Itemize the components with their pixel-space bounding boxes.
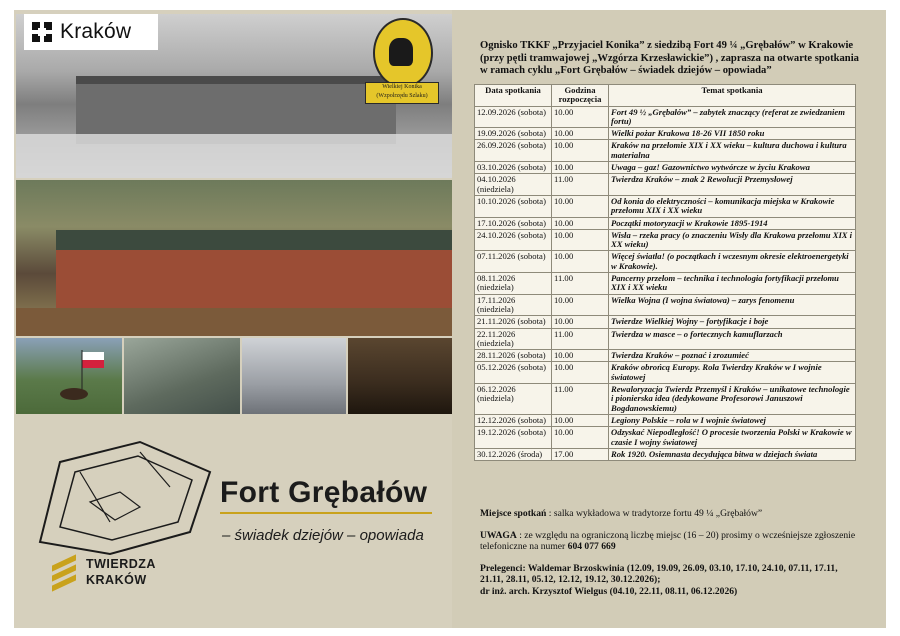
table-row bbox=[475, 106, 856, 128]
schedule-topic-cell: Od konia do elektryczności – komunikacja miejska w Krakowie przełomu XIX i XX wieku bbox=[609, 195, 856, 217]
column-header-topic: Temat spotkania bbox=[609, 85, 856, 107]
column-header-time: Godzina rozpoczęcia bbox=[552, 85, 609, 107]
table-row bbox=[475, 316, 856, 328]
schedule-date-cell: 10.10.2026 (sobota) bbox=[475, 195, 552, 217]
table-row bbox=[475, 162, 856, 174]
schedule-date-cell: 17.10.2026 (sobota) bbox=[475, 217, 552, 229]
schedule-date-cell: 28.11.2026 (sobota) bbox=[475, 350, 552, 362]
table-row bbox=[475, 362, 856, 384]
speakers-line bbox=[480, 563, 860, 598]
schedule-topic-cell: Początki motoryzacji w Krakowie 1895-1914 bbox=[609, 217, 856, 229]
flag-icon bbox=[16, 338, 122, 414]
schedule-topic-cell: Odzyskać Niepodległość! O procesie tworzenia Polski w Krakowie w czasie I wojny światowej bbox=[609, 427, 856, 449]
schedule-time-cell: 11.00 bbox=[552, 384, 609, 415]
schedule-time-cell: 10.00 bbox=[552, 316, 609, 328]
lecture-audience-photo bbox=[348, 338, 452, 414]
schedule-topic-cell: Rewaloryzacja Twierdz Przemyśl i Kraków – unikatowe technologie i pionierska idea (dedykowane Profesorowi Januszowi Bogdanowskiemu) bbox=[609, 384, 856, 415]
schedule-topic-cell: Twierdza Kraków – znak 2 Rewolucji Przemysłowej bbox=[609, 174, 856, 196]
schedule-date-cell: 26.09.2026 (sobota) bbox=[475, 140, 552, 162]
schedule-topic-cell: Legiony Polskie – rola w I wojnie światowej bbox=[609, 414, 856, 426]
table-row bbox=[475, 174, 856, 196]
twierdza-krakow-text bbox=[86, 556, 156, 588]
table-row bbox=[475, 195, 856, 217]
schedule-time-cell: 10.00 bbox=[552, 362, 609, 384]
museum-exhibit-photo bbox=[242, 338, 346, 414]
notice-line bbox=[480, 530, 860, 553]
table-row bbox=[475, 128, 856, 140]
speaker-1: Prelegenci: Waldemar Brzoskwinia (12.09, 19.09, 26.09, 03.10, 17.10, 24.10, 07.11, 17.11, 21.11, 28.11, 05.12, 12.12, 19.12, 30.12.2026); bbox=[480, 562, 838, 586]
phone-number[interactable]: 604 077 669 bbox=[567, 541, 616, 553]
schedule-table bbox=[474, 84, 856, 461]
krakow-logo-text: Kraków bbox=[60, 20, 132, 43]
schedule-topic-cell: Wielka Wojna (I wojna światowa) – zarys fenomenu bbox=[609, 294, 856, 316]
photo-ground bbox=[16, 134, 452, 178]
schedule-topic-cell: Kraków na przełomie XIX i XX wieku – kultura duchowa i kultura materialna bbox=[609, 140, 856, 162]
schedule-date-cell: 07.11.2026 (sobota) bbox=[475, 251, 552, 273]
schedule-date-cell: 30.12.2026 (środa) bbox=[475, 448, 552, 460]
schedule-date-cell: 21.11.2026 (sobota) bbox=[475, 316, 552, 328]
schedule-time-cell: 17.00 bbox=[552, 448, 609, 460]
footer-info bbox=[480, 508, 860, 598]
schedule-date-cell: 04.10.2026 (niedziela) bbox=[475, 174, 552, 196]
schedule-date-cell: 19.09.2026 (sobota) bbox=[475, 128, 552, 140]
photo-wall bbox=[56, 250, 452, 310]
horse-emblem-icon bbox=[365, 18, 437, 104]
krakow-logo[interactable] bbox=[24, 14, 158, 50]
schedule-date-cell: 12.09.2026 (sobota) bbox=[475, 106, 552, 128]
schedule-time-cell: 10.00 bbox=[552, 414, 609, 426]
venue-label: Miejsce spotkań bbox=[480, 508, 547, 519]
schedule-date-cell: 08.11.2026 (niedziela) bbox=[475, 273, 552, 295]
venue-text: : salka wykładowa w tradytorze fortu 49 ¼ „Grębałów” bbox=[548, 508, 763, 519]
horse-rider-flag-photo bbox=[16, 338, 122, 414]
table-row bbox=[475, 448, 856, 460]
table-row bbox=[475, 294, 856, 316]
schedule-topic-cell: Wisła – rzeka pracy (o znaczeniu Wisły dla Krakowa przełomu XIX i XX wieku) bbox=[609, 229, 856, 251]
schedule-time-cell: 10.00 bbox=[552, 162, 609, 174]
page-title: Fort Grębałów bbox=[220, 476, 428, 509]
table-row bbox=[475, 414, 856, 426]
schedule-topic-cell: Kraków obrońcą Europy. Rola Twierdzy Kraków w I wojnie światowej bbox=[609, 362, 856, 384]
table-row bbox=[475, 273, 856, 295]
chevron-logo-icon bbox=[52, 556, 76, 588]
schedule-date-cell: 22.11.2026 (niedziela) bbox=[475, 328, 552, 350]
intro-paragraph: Ognisko TKKF „Przyjaciel Konika” z siedzibą Fort 49 ¼ „Grębałów” w Krakowie (przy pętli tramwajowej „Wzgórza Krzesławickie”) , zaprasza na otwarte spotkania w ramach cyklu „Fort Grębałów – świadek dziejów – opowiada” bbox=[480, 40, 859, 77]
twierdza-krakow-logo bbox=[52, 554, 162, 594]
schedule-time-cell: 10.00 bbox=[552, 140, 609, 162]
schedule-time-cell: 10.00 bbox=[552, 427, 609, 449]
horse-icon bbox=[389, 38, 413, 66]
schedule-time-cell: 10.00 bbox=[552, 350, 609, 362]
schedule-date-cell: 05.12.2026 (sobota) bbox=[475, 362, 552, 384]
table-row bbox=[475, 350, 856, 362]
schedule-date-cell: 03.10.2026 (sobota) bbox=[475, 162, 552, 174]
title-divider bbox=[220, 512, 432, 514]
schedule-topic-cell: Twierdze Wielkiej Wojny – fortyfikacje i boje bbox=[609, 316, 856, 328]
table-row bbox=[475, 217, 856, 229]
schedule-topic-cell: Twierdza w masce – o fortecznych kamuflarzach bbox=[609, 328, 856, 350]
schedule-date-cell: 06.12.2026 (niedziela) bbox=[475, 384, 552, 415]
schedule-time-cell: 10.00 bbox=[552, 106, 609, 128]
table-row bbox=[475, 427, 856, 449]
schedule-time-cell: 11.00 bbox=[552, 328, 609, 350]
table-row bbox=[475, 328, 856, 350]
table-header-row bbox=[475, 85, 856, 107]
table-row bbox=[475, 251, 856, 273]
notice-text: : ze względu na ograniczoną liczbę miejsc (16 – 20) prosimy o wcześniejsze zgłoszenie telefoniczne na numer bbox=[480, 529, 856, 553]
table-row bbox=[475, 140, 856, 162]
schedule-topic-cell: Pancerny przełom – technika i technologia fortyfikacji przełomu XIX i XX wieku bbox=[609, 273, 856, 295]
schedule-time-cell: 11.00 bbox=[552, 174, 609, 196]
schedule-time-cell: 10.00 bbox=[552, 217, 609, 229]
organizer-logo-text: TWIERDZA KRAKÓW bbox=[86, 557, 156, 587]
venue-line bbox=[480, 508, 860, 520]
schedule-time-cell: 11.00 bbox=[552, 273, 609, 295]
fort-plan-sketch bbox=[20, 432, 220, 562]
schedule-date-cell: 19.12.2026 (sobota) bbox=[475, 427, 552, 449]
schedule-time-cell: 10.00 bbox=[552, 195, 609, 217]
photo-roof bbox=[56, 230, 452, 252]
column-header-date: Data spotkania bbox=[475, 85, 552, 107]
fort-interior-ruins-photo bbox=[124, 338, 240, 414]
krakow-logo-mark-icon bbox=[32, 22, 52, 42]
schedule-topic-cell: Fort 49 ½ „Grębałów” – zabytek znaczący (referat ze zwiedzaniem fortu) bbox=[609, 106, 856, 128]
emblem-ribbon: Wielkiej Konika (Wzpolrzędu Szlaku) bbox=[365, 82, 439, 104]
schedule-date-cell: 12.12.2026 (sobota) bbox=[475, 414, 552, 426]
schedule-time-cell: 10.00 bbox=[552, 229, 609, 251]
schedule-date-cell: 24.10.2026 (sobota) bbox=[475, 229, 552, 251]
schedule-time-cell: 10.00 bbox=[552, 294, 609, 316]
schedule-time-cell: 10.00 bbox=[552, 128, 609, 140]
schedule-time-cell: 10.00 bbox=[552, 251, 609, 273]
schedule-topic-cell: Twierdza Kraków – poznać i zrozumieć bbox=[609, 350, 856, 362]
table-row bbox=[475, 229, 856, 251]
notice-label: UWAGA bbox=[480, 529, 517, 541]
photo-ground bbox=[16, 308, 452, 336]
schedule-topic-cell: Uwaga – gaz! Gazownictwo wytwórcze w życiu Krakowa bbox=[609, 162, 856, 174]
page-subtitle: – świadek dziejów – opowiada bbox=[222, 527, 424, 544]
schedule-topic-cell: Rok 1920. Osiemnasta decydująca bitwa w dziejach świata bbox=[609, 448, 856, 460]
schedule-body bbox=[475, 106, 856, 461]
schedule-topic-cell: Wielki pożar Krakowa 18-26 VII 1850 roku bbox=[609, 128, 856, 140]
speaker-2: dr inż. arch. Krzysztof Wielgus (04.10, 22.11, 08.11, 06.12.2026) bbox=[480, 585, 738, 597]
schedule-topic-cell: Więcej światła! (o początkach i wczesnym okresie elektroenergetyki w Krakowie). bbox=[609, 251, 856, 273]
fort-brick-building-photo bbox=[16, 180, 452, 336]
schedule-date-cell: 17.11.2026 (niedziela) bbox=[475, 294, 552, 316]
table-row bbox=[475, 384, 856, 415]
